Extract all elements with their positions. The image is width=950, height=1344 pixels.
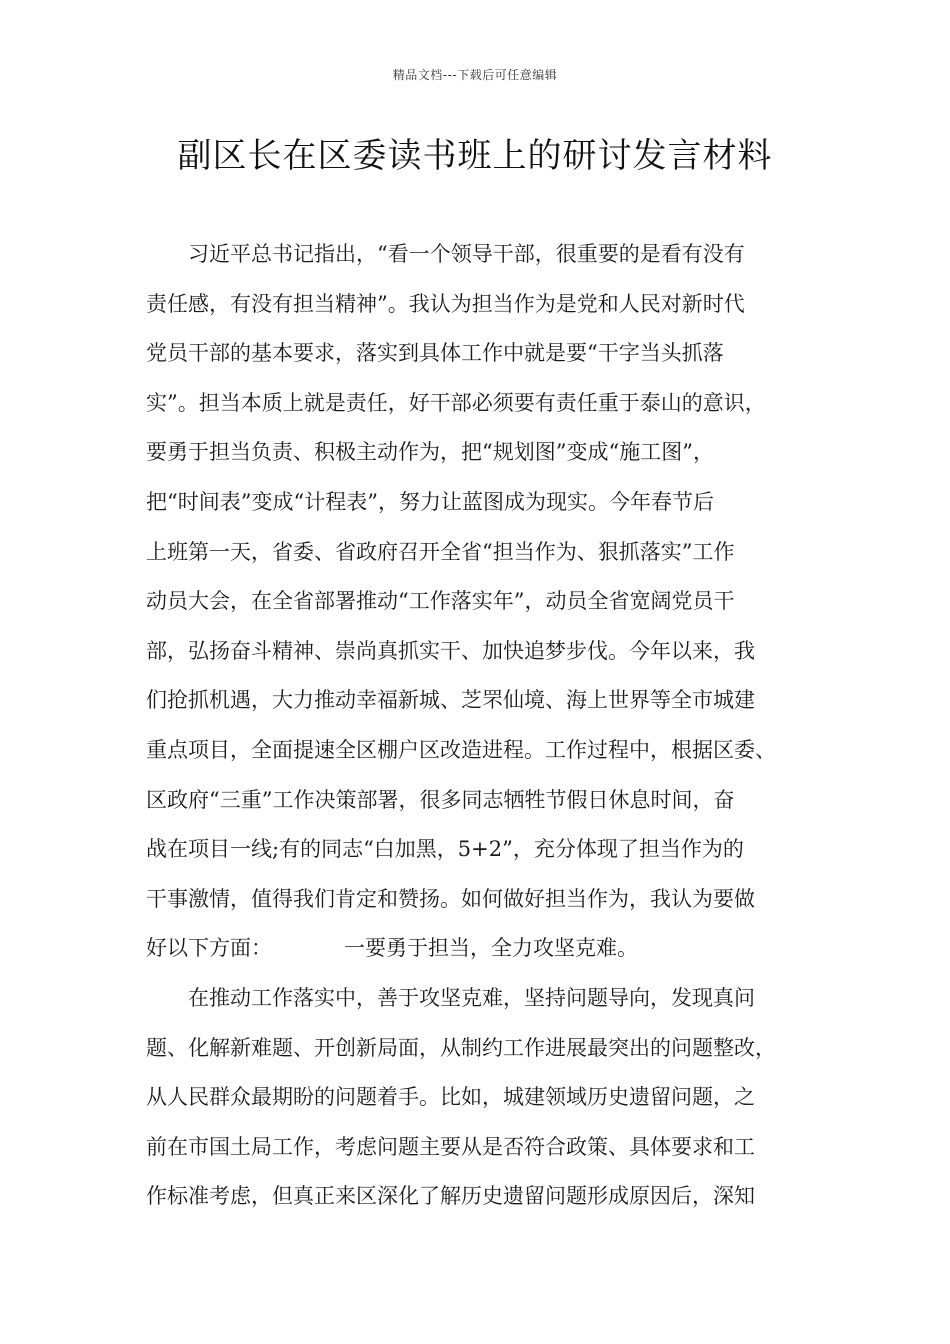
document-body	[146, 230, 818, 1222]
paragraph-line: 题、化解新难题、开创新局面，从制约工作进展最突出的问题整改，	[146, 1035, 776, 1060]
paragraph-line: 重点项目，全面提速全区棚户区改造进程。工作过程中，根据区委、	[146, 737, 776, 762]
paragraph-line: 好以下方面：	[146, 936, 272, 961]
paragraph-line: 在推动工作落实中，善于攻坚克难，坚持问题导向，发现真问	[188, 985, 755, 1010]
paragraph-line-with-heading	[146, 924, 818, 974]
paragraph-line: 责任感，有没有担当精神”。我认为担当作为是党和人民对新时代	[146, 291, 745, 316]
paragraph-line: 战在项目一线;有的同志“白加黑，5+2”，充分体现了担当作为的	[146, 837, 744, 862]
paragraph-line: 习近平总书记指出，“看一个领导干部，很重要的是看有没有	[188, 242, 745, 266]
paragraph-line: 作标准考虑，但真正来区深化了解历史遗留问题形成原因后，深知	[146, 1184, 755, 1209]
paragraph-line: 把“时间表”变成“计程表”，努力让蓝图成为现实。今年春节后	[146, 489, 714, 514]
paragraph-line: 们抢抓机遇，大力推动幸福新城、芝罘仙境、海上世界等全市城建	[146, 688, 755, 713]
paragraph-line: 党员干部的基本要求，落实到具体工作中就是要“干字当头抓落	[146, 341, 724, 366]
paragraph-line: 干事激情，值得我们肯定和赞扬。如何做好担当作为，我认为要做	[146, 886, 755, 911]
paragraph-line: 动员大会，在全省部署推动“工作落实年”，动员全省宽阔党员干	[146, 589, 735, 614]
paragraph-line: 上班第一天，省委、省政府召开全省“担当作为、狠抓落实”工作	[146, 539, 735, 564]
paragraph-line: 前在市国土局工作，考虑问题主要从是否符合政策、具体要求和工	[146, 1134, 755, 1159]
paragraph-line: 区政府“三重”工作决策部署，很多同志牺牲节假日休息时间，奋	[146, 787, 735, 812]
section-heading: 一要勇于担当，全力攻坚克难。	[344, 936, 638, 961]
header-note: 精品文档---下载后可任意编辑	[392, 68, 558, 82]
paragraph-line: 部，弘扬奋斗精神、崇尚真抓实干、加快追梦步伐。今年以来，我	[146, 638, 755, 663]
paragraph-line: 要勇于担当负责、积极主动作为，把“规划图”变成“施工图”，	[146, 440, 714, 465]
paragraph-line: 实”。担当本质上就是责任，好干部必须要有责任重于泰山的意识，	[146, 390, 766, 415]
document-title: 副区长在区委读书班上的研讨发言材料	[177, 136, 773, 176]
paragraph-line: 从人民群众最期盼的问题着手。比如，城建领域历史遗留问题，之	[146, 1085, 755, 1110]
